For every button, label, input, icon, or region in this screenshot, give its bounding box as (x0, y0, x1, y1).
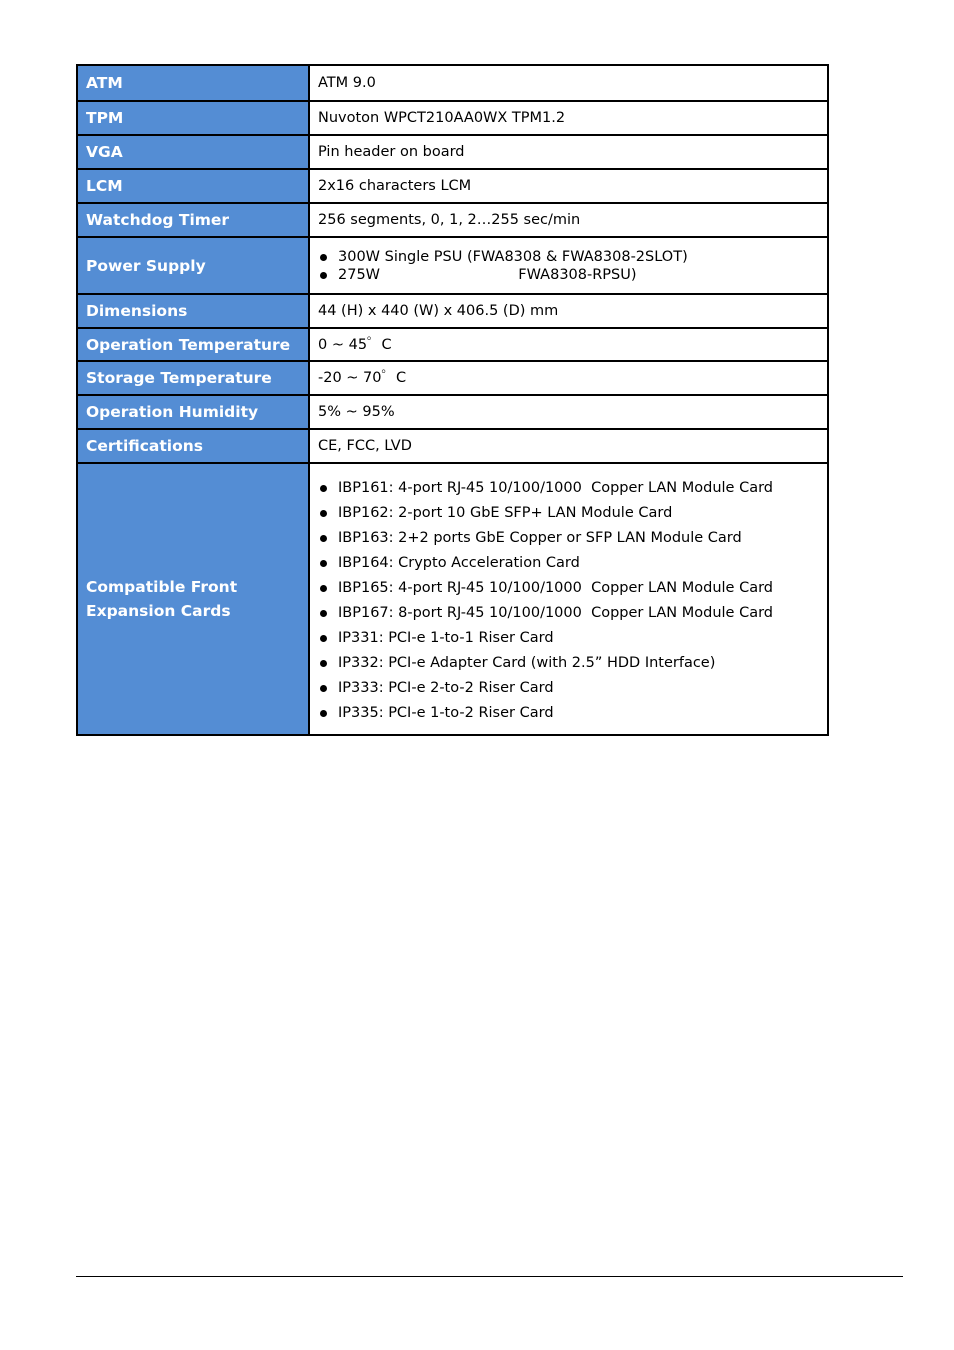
bullet-icon (320, 685, 327, 692)
bullet-icon (320, 254, 327, 261)
spec-value: 2x16 characters LCM (309, 169, 828, 203)
bullet-icon (320, 710, 327, 717)
spec-label (77, 463, 309, 735)
spec-label: Operation Temperature (77, 328, 309, 361)
spec-label: Storage Temperature (77, 361, 309, 395)
footer-divider (76, 1276, 903, 1277)
bullet-icon (320, 585, 327, 592)
spec-value: Pin header on board (309, 135, 828, 169)
spec-value: -20 ~ 70゜C (309, 361, 828, 395)
spec-value: 0 ~ 45゜C (309, 328, 828, 361)
bullet-icon (320, 272, 327, 279)
spec-value: ATM 9.0 (309, 65, 828, 101)
spec-table (76, 64, 829, 736)
bullet-icon (320, 510, 327, 517)
spec-label: Watchdog Timer (77, 203, 309, 237)
spec-row-dimensions (77, 294, 828, 328)
bullet-icon (320, 485, 327, 492)
list-item-text: IBP165: 4-port RJ-45 10/100/1000 Copper LAN Module Card (338, 579, 774, 596)
list-item (318, 701, 819, 726)
list-item-text: IBP161: 4-port RJ-45 10/100/1000 Copper LAN Module Card (338, 479, 774, 496)
list-item (318, 601, 819, 626)
bullet-icon (320, 660, 327, 667)
spec-value: 256 segments, 0, 1, 2…255 sec/min (309, 203, 828, 237)
expansion-cards-list (318, 466, 819, 733)
list-item-text: IP331: PCI-e 1-to-1 Riser Card (338, 630, 554, 647)
spec-value: 5% ~ 95% (309, 395, 828, 429)
spec-row-tpm (77, 101, 828, 135)
list-item (318, 526, 819, 551)
bullet-icon (320, 535, 327, 542)
spec-value: Nuvoton WPCT210AA0WX TPM1.2 (309, 101, 828, 135)
spec-label: Certifications (77, 429, 309, 463)
spec-label: ATM (77, 65, 309, 101)
spec-label: LCM (77, 169, 309, 203)
bullet-icon (320, 635, 327, 642)
list-item-text: IP333: PCI-e 2-to-2 Riser Card (338, 680, 554, 697)
spec-label: Dimensions (77, 294, 309, 328)
spec-row-operation-temperature (77, 328, 828, 361)
spec-value: CE, FCC, LVD (309, 429, 828, 463)
spec-label: Power Supply (77, 237, 309, 294)
spec-row-compatible-expansion-cards (77, 463, 828, 735)
list-item-text: 300W Single PSU (FWA8308 & FWA8308-2SLOT) (338, 248, 688, 265)
spec-label: Operation Humidity (77, 395, 309, 429)
list-item-text: IBP162: 2-port 10 GbE SFP+ LAN Module Card (338, 504, 673, 521)
spec-value: 44 (H) x 440 (W) x 406.5 (D) mm (309, 294, 828, 328)
list-item-text: IP332: PCI-e Adapter Card (with 2.5” HDD Interface) (338, 655, 716, 672)
spec-row-watchdog-timer (77, 203, 828, 237)
spec-label: TPM (77, 101, 309, 135)
power-supply-list (318, 248, 819, 284)
list-item (318, 266, 819, 284)
spec-row-certifications (77, 429, 828, 463)
spec-row-vga (77, 135, 828, 169)
list-item (318, 576, 819, 601)
spec-label-line: Expansion Cards (86, 602, 231, 620)
spec-row-power-supply (77, 237, 828, 294)
spec-value (309, 463, 828, 735)
list-item-text: IP335: PCI-e 1-to-2 Riser Card (338, 705, 554, 722)
list-item (318, 248, 819, 266)
list-item (318, 626, 819, 651)
spec-row-operation-humidity (77, 395, 828, 429)
list-item-text: 275W FWA8308-RPSU) (338, 266, 637, 283)
bullet-icon (320, 610, 327, 617)
spec-row-storage-temperature (77, 361, 828, 395)
bullet-icon (320, 560, 327, 567)
spec-label-line: Compatible Front (86, 578, 238, 596)
list-item-text: IBP164: Crypto Acceleration Card (338, 554, 580, 571)
list-item (318, 476, 819, 501)
list-item-text: IBP163: 2+2 ports GbE Copper or SFP LAN Module Card (338, 529, 742, 546)
list-item-text: IBP167: 8-port RJ-45 10/100/1000 Copper LAN Module Card (338, 605, 774, 621)
spec-row-lcm (77, 169, 828, 203)
spec-value (309, 237, 828, 294)
spec-row-atm (77, 65, 828, 101)
list-item (318, 651, 819, 676)
list-item (318, 501, 819, 526)
list-item (318, 676, 819, 701)
spec-label: VGA (77, 135, 309, 169)
list-item (318, 551, 819, 576)
